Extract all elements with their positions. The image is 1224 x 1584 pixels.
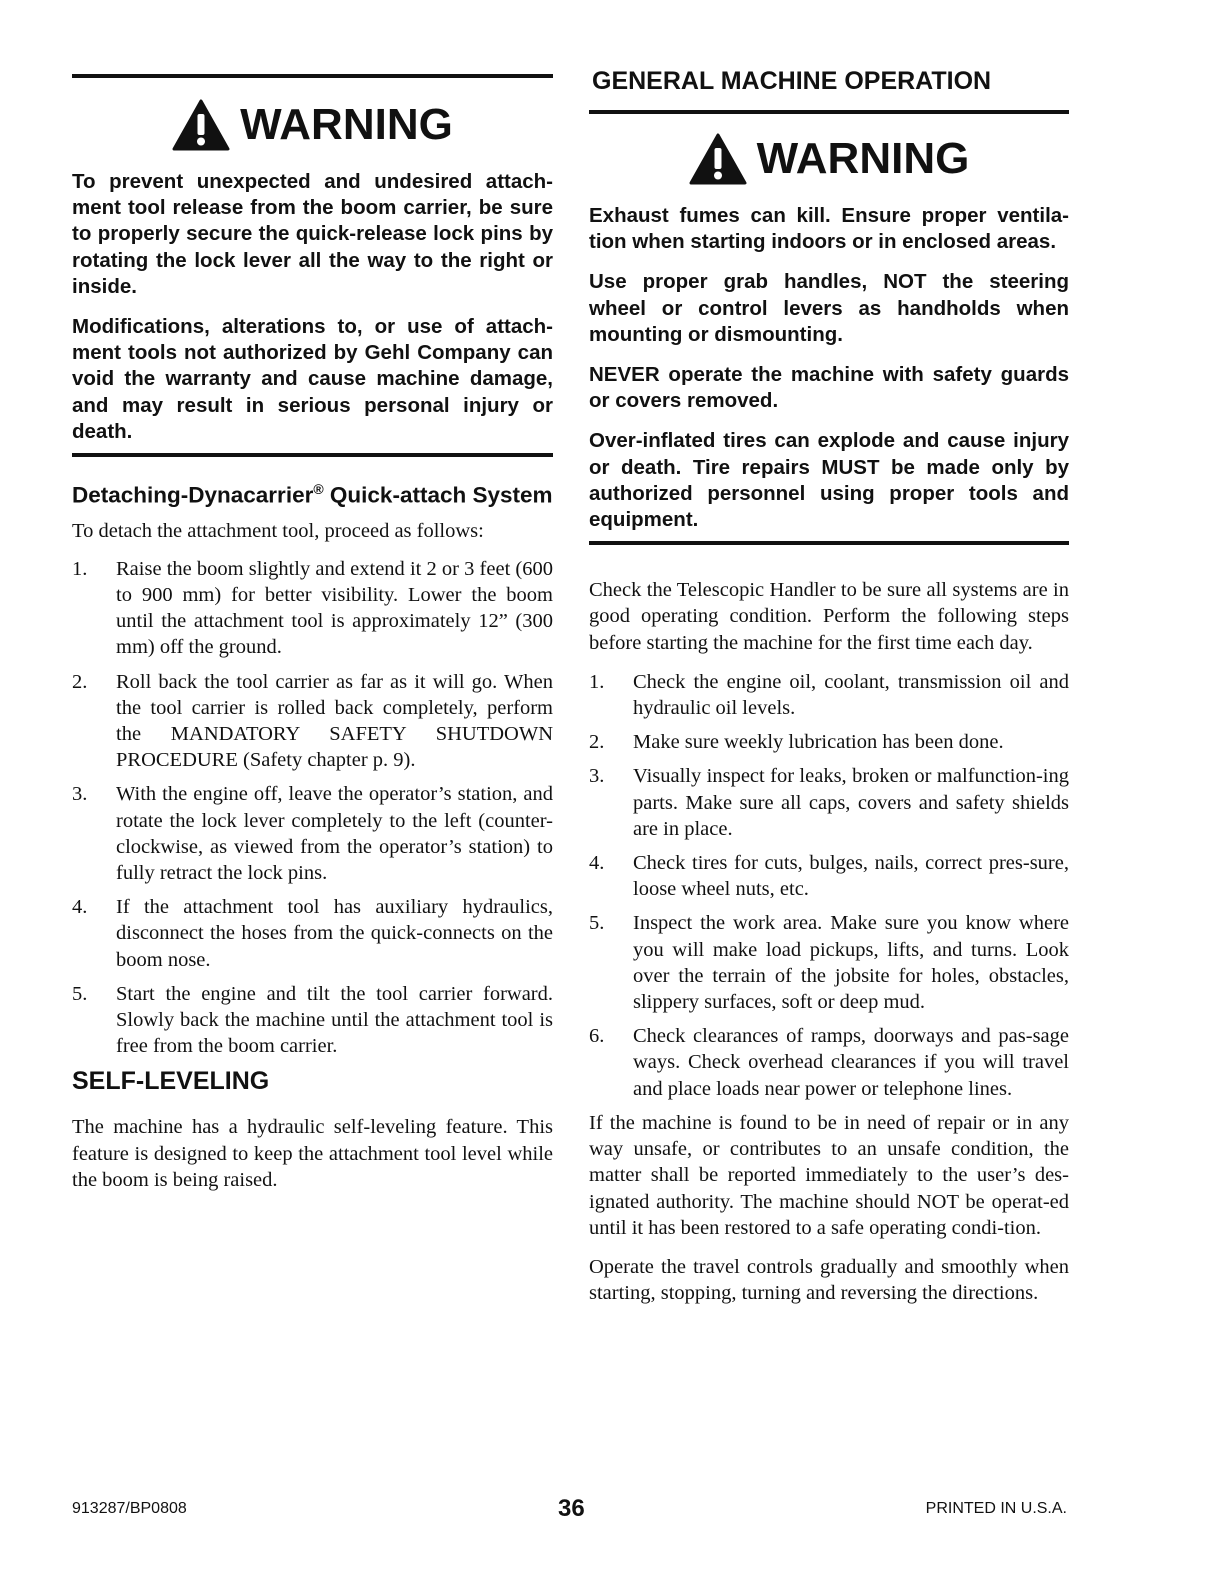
list-item	[72, 981, 553, 1060]
section-heading: SELF-LEVELING	[72, 1067, 270, 1096]
list-item-number: 4.	[589, 852, 605, 875]
warning-paragraph: Use proper grab handles, NOT the steering wheel or control levers as handholds when mounting or dismounting.	[589, 270, 1069, 346]
warning-top-rule	[589, 110, 1069, 114]
list-item	[589, 763, 1069, 842]
section-heading: Detaching-Dynacarrier® Quick-attach System	[72, 481, 553, 508]
list-item-number: 5.	[72, 982, 88, 1005]
list-item-number: 6.	[589, 1025, 605, 1048]
list-item-number: 4.	[72, 896, 88, 919]
warning-bottom-rule	[72, 453, 553, 457]
warning-top-rule	[72, 74, 553, 78]
list-item	[589, 850, 1069, 902]
footer-page-number: 36	[558, 1495, 585, 1522]
detach-steps-list	[72, 556, 553, 1060]
list-item	[589, 1023, 1069, 1102]
detach-section	[72, 475, 553, 1059]
list-item-text: Check tires for cuts, bulges, nails, correct pres-sure, loose wheel nuts, etc.	[633, 852, 1069, 901]
warning-box-left	[72, 74, 553, 457]
list-item	[72, 669, 553, 774]
warning-paragraph: To prevent unexpected and undesired attach-ment tool release from the boom carrier, be sure to properly secure the quick-release lock pins by rotating the lock lever all the way to the right or inside.	[72, 170, 553, 298]
list-item	[589, 729, 1069, 755]
list-item-number: 1.	[589, 670, 605, 693]
warning-bottom-rule	[589, 541, 1069, 545]
list-item	[589, 669, 1069, 721]
list-item	[589, 910, 1069, 1015]
warning-triangle-icon	[689, 133, 747, 185]
self-leveling-section	[72, 1067, 553, 1193]
list-item-text: Make sure weekly lubrication has been done.	[633, 731, 1004, 754]
body-text: The machine has a hydraulic self-leveling feature. This feature is designed to keep the attachment tool level while the boom is being raised.	[72, 1116, 553, 1191]
body-text: If the machine is found to be in need of repair or in any way unsafe, or contributes to an unsafe condition, the matter shall be reported immediately to the user’s des-ignated authority. The machine should NOT be operat-ed until it has been restored to a safe operating condi-tion.	[589, 1111, 1069, 1239]
list-item-text: Start the engine and tilt the tool carrier forward. Slowly back the machine until the attachment tool is free from the boom carrier.	[116, 982, 553, 1058]
list-item-number: 3.	[589, 765, 605, 788]
intro-text: Check the Telescopic Handler to be sure all systems are in good operating condition. Perform the following steps before starting the machine for the first time each day.	[589, 579, 1069, 654]
list-item	[72, 781, 553, 886]
list-item	[72, 556, 553, 661]
registered-mark: ®	[313, 481, 324, 498]
list-item-text: Check clearances of ramps, doorways and pas-sage ways. Check overhead clearances if you will travel and place loads near power or telephone lines.	[633, 1025, 1069, 1100]
right-column	[589, 0, 1069, 1319]
list-item-number: 2.	[72, 670, 88, 693]
footer-doc-number: 913287/BP0808	[72, 1500, 187, 1517]
list-item-number: 5.	[589, 912, 605, 935]
warning-paragraph: Over-inflated tires can explode and cause injury or death. Tire repairs MUST be made only by authorized personnel using proper tools and equipment.	[589, 429, 1069, 532]
warning-heading	[589, 129, 1069, 189]
body-text: Operate the travel controls gradually and smoothly when starting, stopping, turning and reversing the directions.	[589, 1255, 1069, 1305]
warning-paragraph: NEVER operate the machine with safety guards or covers removed.	[589, 363, 1069, 413]
daily-checks-list	[589, 669, 1069, 1102]
list-item-text: With the engine off, leave the operator’s station, and rotate the lock lever completely to the left (counter-clockwise, as viewed from the operator’s station) to fully retract the lock pins.	[116, 783, 553, 884]
left-column	[72, 0, 553, 1206]
warning-title: WARNING	[240, 100, 453, 149]
list-item-text: Inspect the work area. Make sure you know where you will make load pickups, lifts, and turns. Look over the terrain of the jobsite for holes, obstacles, slippery surfaces, soft or deep mud.	[633, 912, 1069, 1014]
warning-heading	[72, 95, 553, 155]
list-item-text: Check the engine oil, coolant, transmission oil and hydraulic oil levels.	[633, 670, 1069, 720]
warning-title: WARNING	[756, 134, 970, 183]
list-item-number: 2.	[589, 731, 605, 754]
list-item-text: Raise the boom slightly and extend it 2 or 3 feet (600 to 900 mm) for better visibility. Lower the boom until the attachment tool is approximately 12” (300 mm) off the ground.	[116, 557, 553, 659]
list-item-text: If the attachment tool has auxiliary hydraulics, disconnect the hoses from the quick-connects on the boom nose.	[116, 896, 553, 971]
list-item-text: Roll back the tool carrier as far as it will go. When the tool carrier is rolled back completely, perform the MANDATORY SAFETY SHUTDOWN PROCEDURE (Safety chapter p. 9).	[116, 670, 553, 772]
list-item-number: 1.	[72, 557, 88, 580]
warning-box-right	[589, 110, 1069, 545]
list-item-text: Visually inspect for leaks, broken or malfunction-ing parts. Make sure all caps, covers and safety shields are in place.	[633, 765, 1069, 840]
warning-paragraph: Exhaust fumes can kill. Ensure proper ventila-tion when starting indoors or in enclosed areas.	[589, 204, 1069, 254]
warning-paragraph: Modifications, alterations to, or use of attach-ment tools not authorized by Gehl Company can void the warranty and cause machine damage, and may result in serious personal injury or death.	[72, 315, 553, 443]
intro-text: To detach the attachment tool, proceed as follows:	[72, 519, 484, 542]
footer-printed: PRINTED IN U.S.A.	[925, 1500, 1067, 1517]
page-section-heading: GENERAL MACHINE OPERATION	[592, 67, 992, 95]
list-item	[72, 894, 553, 973]
warning-triangle-icon	[172, 99, 230, 151]
list-item-number: 3.	[72, 783, 88, 806]
